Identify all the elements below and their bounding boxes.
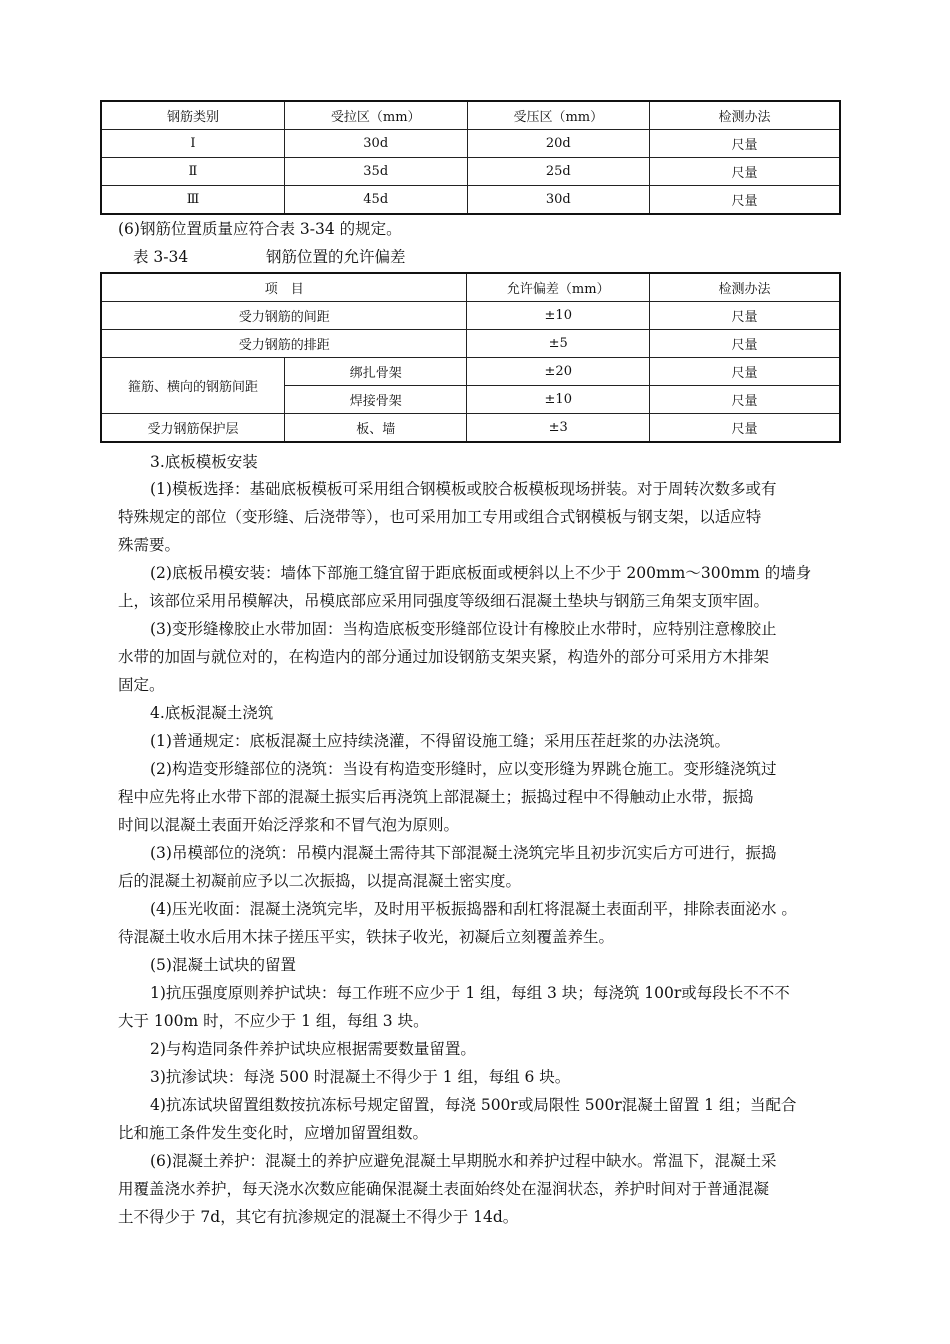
table-cell: ±20 xyxy=(467,358,650,386)
table-cell: Ⅰ xyxy=(101,130,284,158)
header-cell: 项 目 xyxy=(101,273,467,302)
paragraph-line: 大于 100m 时，不应少于 1 组，每组 3 块。 xyxy=(118,1012,429,1030)
paragraph-line: 特殊规定的部位（变形缝、后浇带等），也可采用加工专用或组合式钢模板与钢支架，以适应特 xyxy=(118,508,762,526)
header-cell: 检测办法 xyxy=(650,101,840,130)
table-cell: ±10 xyxy=(467,302,650,330)
table-cell: 尺量 xyxy=(650,302,840,330)
table-cell: 尺量 xyxy=(650,358,840,386)
header-cell: 检测办法 xyxy=(650,273,840,302)
table-cell: 20d xyxy=(467,130,650,158)
paragraph-line: (5)混凝土试块的留置 xyxy=(150,956,296,974)
table-cell: 尺量 xyxy=(650,158,840,186)
table-cell: 尺量 xyxy=(650,330,840,358)
table-row xyxy=(101,130,840,158)
paragraph-line: 固定。 xyxy=(118,676,165,694)
table-cell: 受力钢筋的排距 xyxy=(101,330,467,358)
table-row xyxy=(101,414,840,443)
section-heading: 3.底板模板安装 xyxy=(150,453,258,471)
paragraph-line: 水带的加固与就位对的，在构造内的部分通过加设钢筋支架夹紧，构造外的部分可采用方木排架 xyxy=(118,648,770,666)
header-cell: 受拉区（mm） xyxy=(284,101,467,130)
paragraph-line: 程中应先将止水带下部的混凝土振实后再浇筑上部混凝土；振捣过程中不得触动止水带，振捣 xyxy=(118,788,754,806)
table-cell: 35d xyxy=(284,158,467,186)
table-row xyxy=(101,358,840,386)
paragraph-line: 3)抗渗试块：每浇 500 时混凝土不得少于 1 组，每组 6 块。 xyxy=(150,1068,571,1086)
table-cell: ±5 xyxy=(467,330,650,358)
paragraph-line: 4)抗冻试块留置组数按抗冻标号规定留置，每浇 500r或局限性 500r混凝土留置 1 组；当配合 xyxy=(150,1096,797,1114)
section-heading: 4.底板混凝土浇筑 xyxy=(150,704,274,722)
note-line: (6)钢筋位置质量应符合表 3-34 的规定。 xyxy=(118,220,402,238)
table-cell: 尺量 xyxy=(650,130,840,158)
table-cell: 30d xyxy=(284,130,467,158)
paragraph-line: 殊需要。 xyxy=(118,536,181,554)
table-cell: 尺量 xyxy=(650,414,840,443)
table-cell: 25d xyxy=(467,158,650,186)
paragraph-line: 1)抗压强度原则养护试块：每工作班不应少于 1 组，每组 3 块；每浇筑 100r或每段长不不不 xyxy=(150,984,790,1002)
table-caption-title: 钢筋位置的允许偏差 xyxy=(266,248,406,266)
table-cell: ±10 xyxy=(467,386,650,414)
table-cell: 45d xyxy=(284,186,467,215)
header-cell: 受压区（mm） xyxy=(467,101,650,130)
table-cell: 箍筋、横向的钢筋间距 xyxy=(101,358,284,414)
paragraph-line: (4)压光收面：混凝土浇筑完毕，及时用平板振捣器和刮杠将混凝土表面刮平，排除表面泌水 。 xyxy=(150,900,797,918)
paragraph-line: (2)构造变形缝部位的浇筑：当设有构造变形缝时，应以变形缝为界跳仓施工。变形缝浇筑过 xyxy=(150,760,777,778)
table-row xyxy=(101,158,840,186)
table-header-row xyxy=(101,101,840,130)
paragraph-line: (6)混凝土养护：混凝土的养护应避免混凝土早期脱水和养护过程中缺水。常温下，混凝土采 xyxy=(150,1152,777,1170)
table-row xyxy=(101,186,840,215)
paragraph-line: (3)吊模部位的浇筑：吊模内混凝土需待其下部混凝土浇筑完毕且初步沉实后方可进行，振捣 xyxy=(150,844,777,862)
table-cell: 受力钢筋保护层 xyxy=(101,414,284,443)
table-row xyxy=(101,330,840,358)
header-cell: 钢筋类别 xyxy=(101,101,284,130)
table-cell: 尺量 xyxy=(650,186,840,215)
paragraph-line: (1)模板选择：基础底板模板可采用组合钢模板或胶合板模板现场拼装。对于周转次数多或有 xyxy=(150,480,777,498)
table-cell: 尺量 xyxy=(650,386,840,414)
table-cell: 受力钢筋的间距 xyxy=(101,302,467,330)
paragraph-line: (2)底板吊模安装：墙体下部施工缝宜留于距底板面或梗斜以上不少于 200mm～300mm 的墙身 xyxy=(150,564,812,582)
paragraph-line: 土不得少于 7d，其它有抗渗规定的混凝土不得少于 14d。 xyxy=(118,1208,519,1226)
table-cell: 30d xyxy=(467,186,650,215)
paragraph-line: 时间以混凝土表面开始泛浮浆和不冒气泡为原则。 xyxy=(118,816,460,834)
paragraph-line: 上，该部位采用吊模解决，吊模底部应采用同强度等级细石混凝土垫块与钢筋三角架支顶牢固。 xyxy=(118,592,770,610)
table-header-row xyxy=(101,273,840,302)
table-cell: Ⅱ xyxy=(101,158,284,186)
table-cell: Ⅲ xyxy=(101,186,284,215)
table-cell: 板、墙 xyxy=(284,414,466,443)
paragraph-line: (1)普通规定：底板混凝土应持续浇灌，不得留设施工缝；采用压茬赶浆的办法浇筑。 xyxy=(150,732,730,750)
table-cell: 焊接骨架 xyxy=(284,386,466,414)
paragraph-line: 比和施工条件发生变化时，应增加留置组数。 xyxy=(118,1124,429,1142)
paragraph-line: 后的混凝土初凝前应予以二次振捣，以提高混凝土密实度。 xyxy=(118,872,522,890)
table-caption-number: 表 3-34 xyxy=(133,248,189,266)
paragraph-line: (3)变形缝橡胶止水带加固：当构造底板变形缝部位设计有橡胶止水带时，应特别注意橡胶止 xyxy=(150,620,777,638)
rebar-position-tolerance-table xyxy=(100,272,841,443)
table-cell: 绑扎骨架 xyxy=(284,358,466,386)
paragraph-line: 2)与构造同条件养护试块应根据需要数量留置。 xyxy=(150,1040,476,1058)
paragraph-line: 待混凝土收水后用木抹子搓压平实，铁抹子收光，初凝后立刻覆盖养生。 xyxy=(118,928,615,946)
rebar-anchorage-table xyxy=(100,100,841,215)
table-cell: ±3 xyxy=(467,414,650,443)
paragraph-line: 用覆盖浇水养护，每天浇水次数应能确保混凝土表面始终处在湿润状态，养护时间对于普通混凝 xyxy=(118,1180,770,1198)
header-cell: 允许偏差（mm） xyxy=(467,273,650,302)
table-row xyxy=(101,302,840,330)
